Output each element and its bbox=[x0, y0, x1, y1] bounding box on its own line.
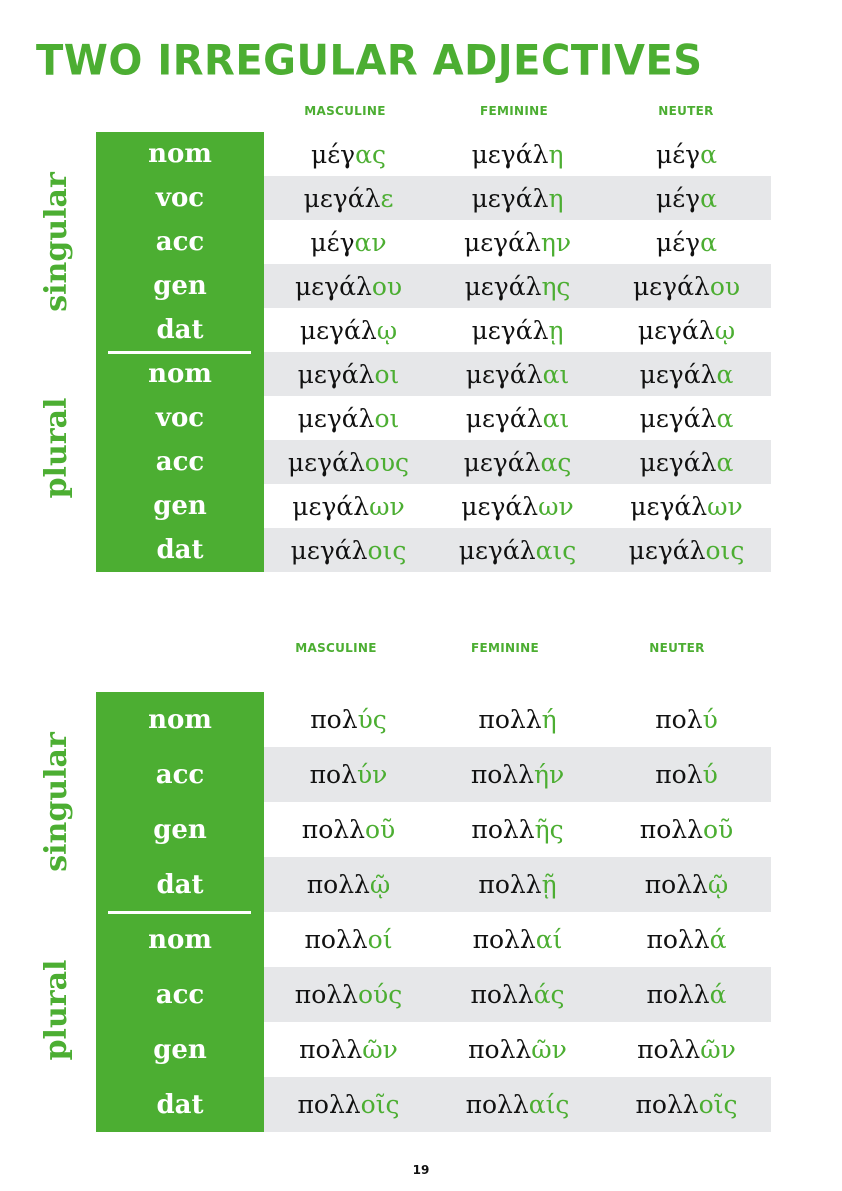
word-stem: μεγάλ bbox=[297, 403, 375, 433]
group-label-plural: plural bbox=[39, 959, 74, 1061]
case-label: dat bbox=[96, 528, 264, 572]
form-cell bbox=[602, 1022, 771, 1077]
column-header-neuter: NEUTER bbox=[649, 641, 705, 655]
case-label: gen bbox=[96, 1022, 264, 1077]
word-ending: ων bbox=[538, 491, 574, 521]
form-cell bbox=[602, 692, 771, 747]
word-ending: ῶν bbox=[531, 1035, 567, 1064]
form-cell bbox=[264, 308, 433, 352]
form-cell bbox=[264, 176, 433, 220]
form-cell bbox=[602, 176, 771, 220]
word-stem: μεγάλ bbox=[464, 271, 542, 301]
column-header-feminine: FEMININE bbox=[471, 641, 539, 655]
word-ending: ῷ bbox=[707, 870, 729, 899]
word-stem: μεγάλ bbox=[471, 315, 549, 345]
page-title: TWO IRREGULAR ADJECTIVES bbox=[36, 36, 703, 86]
word-stem: πολλ bbox=[644, 870, 708, 899]
table-row bbox=[96, 857, 772, 912]
word-ending: οι bbox=[374, 403, 400, 433]
word-stem: πολλ bbox=[637, 1035, 701, 1064]
word-ending: αις bbox=[535, 535, 577, 565]
form-cell bbox=[264, 912, 433, 967]
word-stem: πολ bbox=[309, 760, 357, 789]
form-cell bbox=[433, 1022, 602, 1077]
word-stem: μεγάλ bbox=[458, 535, 536, 565]
word-ending: οι bbox=[374, 359, 400, 389]
word-ending: οῦ bbox=[364, 815, 396, 844]
word-stem: μέγ bbox=[310, 227, 355, 257]
word-stem: μεγάλ bbox=[639, 447, 717, 477]
table-row bbox=[96, 308, 772, 352]
form-cell bbox=[602, 264, 771, 308]
word-stem: μεγάλ bbox=[292, 491, 370, 521]
word-ending: ῶν bbox=[700, 1035, 736, 1064]
case-label: nom bbox=[96, 912, 264, 967]
form-cell bbox=[602, 912, 771, 967]
word-stem: πολλ bbox=[470, 760, 534, 789]
case-label: dat bbox=[96, 1077, 264, 1132]
case-label: dat bbox=[96, 857, 264, 912]
word-ending: α bbox=[716, 447, 734, 477]
word-stem: μεγάλ bbox=[628, 535, 706, 565]
word-ending: ῆς bbox=[534, 815, 564, 844]
word-stem: πολ bbox=[655, 705, 703, 734]
column-header-neuter: NEUTER bbox=[658, 104, 714, 118]
word-ending: οί bbox=[367, 925, 393, 954]
group-label-singular: singular bbox=[39, 732, 74, 872]
word-stem: μεγάλ bbox=[299, 315, 377, 345]
form-cell bbox=[264, 132, 433, 176]
word-stem: μεγάλ bbox=[639, 403, 717, 433]
declension-table-megas bbox=[96, 132, 772, 572]
word-stem: πολ bbox=[310, 705, 358, 734]
word-ending: αν bbox=[354, 227, 387, 257]
word-stem: μέγ bbox=[655, 139, 701, 169]
word-ending: ῃ bbox=[548, 315, 564, 345]
word-stem: πολλ bbox=[646, 925, 710, 954]
case-label: acc bbox=[96, 220, 264, 264]
form-cell bbox=[264, 440, 433, 484]
word-stem: μέγ bbox=[655, 183, 701, 213]
column-header-masculine: MASCULINE bbox=[304, 104, 386, 118]
word-stem: πολλ bbox=[297, 1090, 361, 1119]
form-cell bbox=[602, 857, 771, 912]
word-stem: πολλ bbox=[468, 1035, 532, 1064]
word-ending: ους bbox=[364, 447, 410, 477]
word-ending: άς bbox=[533, 980, 565, 1009]
word-stem: πολλ bbox=[635, 1090, 699, 1119]
word-ending: α bbox=[716, 359, 734, 389]
word-ending: οις bbox=[705, 535, 745, 565]
word-ending: ύς bbox=[357, 705, 387, 734]
form-cell bbox=[602, 802, 771, 857]
form-cell bbox=[264, 220, 433, 264]
declension-table-polys bbox=[96, 692, 772, 1132]
singular-plural-divider bbox=[108, 351, 251, 354]
word-ending: η bbox=[548, 139, 564, 169]
word-ending: ου bbox=[709, 271, 741, 301]
word-stem: μεγάλ bbox=[465, 359, 543, 389]
case-label: gen bbox=[96, 484, 264, 528]
table-row bbox=[96, 802, 772, 857]
word-ending: οῦ bbox=[702, 815, 734, 844]
form-cell bbox=[602, 967, 771, 1022]
word-ending: αι bbox=[542, 359, 570, 389]
word-ending: α bbox=[700, 183, 718, 213]
form-cell bbox=[433, 220, 602, 264]
table-row bbox=[96, 352, 772, 396]
word-stem: μέγ bbox=[655, 227, 701, 257]
table-row bbox=[96, 1022, 772, 1077]
word-ending: αίς bbox=[528, 1090, 570, 1119]
word-stem: μεγάλ bbox=[465, 403, 543, 433]
word-stem: μεγάλ bbox=[471, 183, 549, 213]
word-ending: οις bbox=[367, 535, 407, 565]
case-label: acc bbox=[96, 747, 264, 802]
form-cell bbox=[264, 857, 433, 912]
word-stem: πολλ bbox=[304, 925, 368, 954]
word-ending: ῳ bbox=[376, 315, 398, 345]
word-stem: πολλ bbox=[294, 980, 358, 1009]
case-label: dat bbox=[96, 308, 264, 352]
word-ending: ύν bbox=[356, 760, 388, 789]
form-cell bbox=[264, 1077, 433, 1132]
word-stem: μεγάλ bbox=[303, 183, 381, 213]
word-ending: ύ bbox=[702, 760, 718, 789]
word-ending: αί bbox=[535, 925, 563, 954]
word-ending: ας bbox=[355, 139, 387, 169]
word-stem: μεγάλ bbox=[463, 447, 541, 477]
form-cell bbox=[264, 747, 433, 802]
form-cell bbox=[433, 692, 602, 747]
table-row bbox=[96, 440, 772, 484]
table-row bbox=[96, 692, 772, 747]
table-row bbox=[96, 132, 772, 176]
word-ending: ῶν bbox=[362, 1035, 398, 1064]
form-cell bbox=[433, 967, 602, 1022]
case-label: gen bbox=[96, 264, 264, 308]
word-stem: πολλ bbox=[470, 980, 534, 1009]
form-cell bbox=[264, 264, 433, 308]
word-ending: ην bbox=[540, 227, 572, 257]
form-cell bbox=[264, 528, 433, 572]
word-stem: πολλ bbox=[478, 705, 542, 734]
form-cell bbox=[433, 396, 602, 440]
form-cell bbox=[433, 308, 602, 352]
word-ending: ῳ bbox=[714, 315, 736, 345]
table-row bbox=[96, 176, 772, 220]
table-row bbox=[96, 396, 772, 440]
form-cell bbox=[433, 352, 602, 396]
table-row bbox=[96, 528, 772, 572]
form-cell bbox=[433, 802, 602, 857]
word-ending: ά bbox=[709, 980, 727, 1009]
word-ending: ας bbox=[540, 447, 572, 477]
word-ending: ης bbox=[541, 271, 571, 301]
form-cell bbox=[433, 528, 602, 572]
case-label: gen bbox=[96, 802, 264, 857]
column-header-masculine: MASCULINE bbox=[295, 641, 377, 655]
word-ending: ων bbox=[369, 491, 405, 521]
word-stem: μεγάλ bbox=[471, 139, 549, 169]
form-cell bbox=[264, 802, 433, 857]
word-ending: α bbox=[700, 139, 718, 169]
form-cell bbox=[602, 484, 771, 528]
form-cell bbox=[264, 692, 433, 747]
form-cell bbox=[602, 352, 771, 396]
word-ending: αι bbox=[542, 403, 570, 433]
word-stem: πολλ bbox=[472, 925, 536, 954]
table-row bbox=[96, 220, 772, 264]
word-ending: ούς bbox=[357, 980, 403, 1009]
word-stem: μεγάλ bbox=[630, 491, 708, 521]
word-stem: πολ bbox=[655, 760, 703, 789]
word-stem: μέγ bbox=[310, 139, 356, 169]
table-row bbox=[96, 1077, 772, 1132]
word-stem: μεγάλ bbox=[639, 359, 717, 389]
table-row bbox=[96, 747, 772, 802]
case-label: nom bbox=[96, 352, 264, 396]
form-cell bbox=[264, 396, 433, 440]
word-stem: πολλ bbox=[465, 1090, 529, 1119]
form-cell bbox=[602, 396, 771, 440]
word-ending: α bbox=[716, 403, 734, 433]
form-cell bbox=[433, 176, 602, 220]
word-stem: πολλ bbox=[299, 1035, 363, 1064]
form-cell bbox=[433, 747, 602, 802]
table-row bbox=[96, 967, 772, 1022]
word-stem: μεγάλ bbox=[290, 535, 368, 565]
case-label: nom bbox=[96, 132, 264, 176]
case-label: voc bbox=[96, 176, 264, 220]
form-cell bbox=[433, 1077, 602, 1132]
word-ending: α bbox=[700, 227, 718, 257]
word-stem: πολλ bbox=[471, 815, 535, 844]
word-ending: ῷ bbox=[369, 870, 391, 899]
form-cell bbox=[433, 857, 602, 912]
word-ending: ύ bbox=[702, 705, 718, 734]
word-stem: πολλ bbox=[306, 870, 370, 899]
form-cell bbox=[433, 264, 602, 308]
table-row bbox=[96, 264, 772, 308]
word-stem: μεγάλ bbox=[463, 227, 541, 257]
table-row bbox=[96, 484, 772, 528]
form-cell bbox=[602, 747, 771, 802]
form-cell bbox=[433, 484, 602, 528]
form-cell bbox=[602, 528, 771, 572]
word-stem: πολλ bbox=[646, 980, 710, 1009]
form-cell bbox=[602, 308, 771, 352]
word-stem: πολλ bbox=[478, 870, 542, 899]
form-cell bbox=[602, 132, 771, 176]
page-number: 19 bbox=[412, 1163, 430, 1177]
form-cell bbox=[602, 440, 771, 484]
case-label: acc bbox=[96, 967, 264, 1022]
word-ending: οῖς bbox=[698, 1090, 738, 1119]
form-cell bbox=[433, 440, 602, 484]
word-stem: πολλ bbox=[301, 815, 365, 844]
word-ending: ῇ bbox=[541, 870, 557, 899]
form-cell bbox=[602, 1077, 771, 1132]
form-cell bbox=[433, 132, 602, 176]
word-stem: πολλ bbox=[639, 815, 703, 844]
word-ending: ε bbox=[380, 183, 394, 213]
form-cell bbox=[264, 352, 433, 396]
word-ending: ά bbox=[709, 925, 727, 954]
word-ending: οῖς bbox=[360, 1090, 400, 1119]
case-label: acc bbox=[96, 440, 264, 484]
case-label: nom bbox=[96, 692, 264, 747]
group-label-singular: singular bbox=[39, 172, 74, 312]
word-stem: μεγάλ bbox=[294, 271, 372, 301]
word-ending: ου bbox=[371, 271, 403, 301]
word-stem: μεγάλ bbox=[637, 315, 715, 345]
singular-plural-divider bbox=[108, 911, 251, 914]
word-ending: η bbox=[548, 183, 564, 213]
form-cell bbox=[602, 220, 771, 264]
form-cell bbox=[264, 1022, 433, 1077]
word-stem: μεγάλ bbox=[287, 447, 365, 477]
word-ending: ήν bbox=[533, 760, 565, 789]
word-ending: ή bbox=[541, 705, 557, 734]
group-label-plural: plural bbox=[39, 397, 74, 499]
form-cell bbox=[264, 967, 433, 1022]
word-stem: μεγάλ bbox=[461, 491, 539, 521]
case-label: voc bbox=[96, 396, 264, 440]
table-row bbox=[96, 912, 772, 967]
form-cell bbox=[264, 484, 433, 528]
form-cell bbox=[433, 912, 602, 967]
word-stem: μεγάλ bbox=[632, 271, 710, 301]
column-header-feminine: FEMININE bbox=[480, 104, 548, 118]
word-ending: ων bbox=[707, 491, 743, 521]
word-stem: μεγάλ bbox=[297, 359, 375, 389]
